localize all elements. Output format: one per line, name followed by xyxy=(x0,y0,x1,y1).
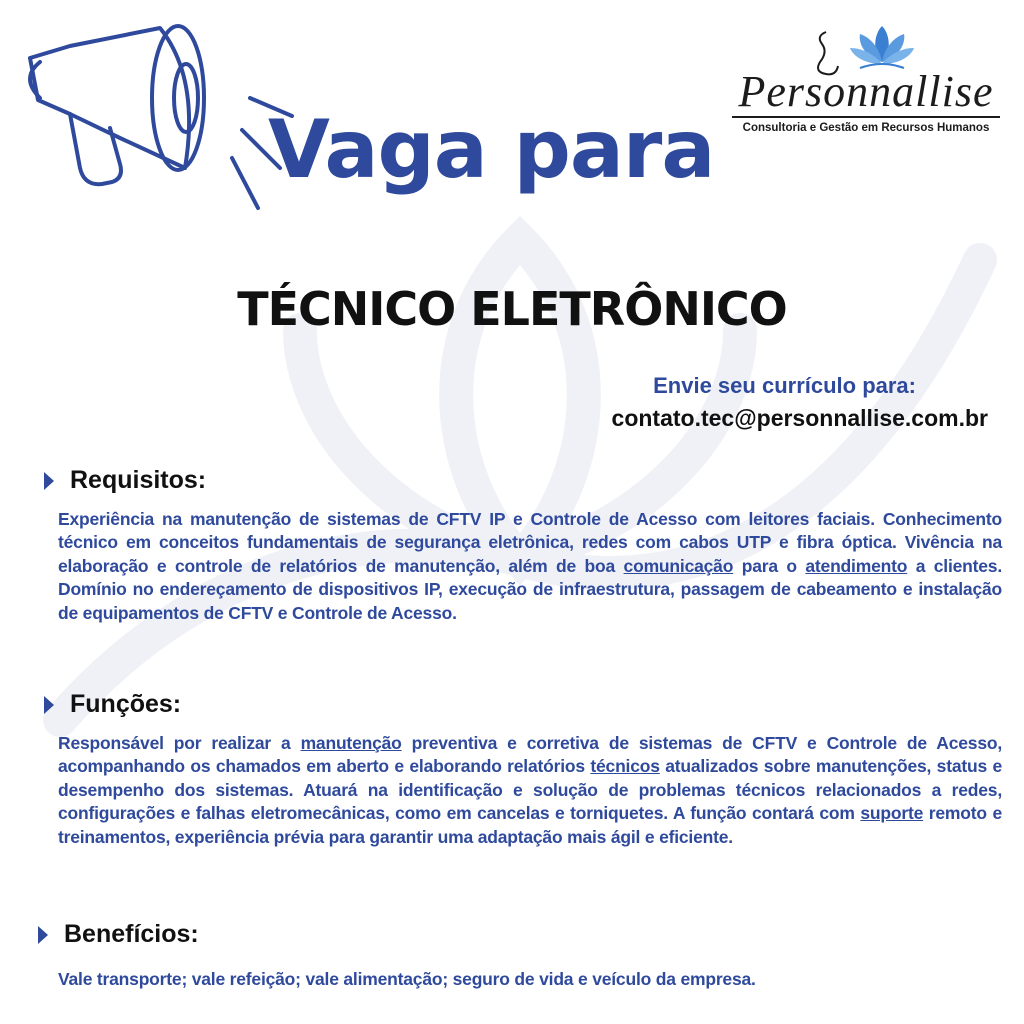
logo-name: Personnallise xyxy=(738,67,994,116)
chevron-right-icon xyxy=(36,924,50,946)
requisitos-text: Experiência na manutenção de sistemas de CFTV IP e Controle de Acesso com leitores faciais. Conhecimento técnico em conceitos fundamentais de segurança eletrônica, redes com cabos UTP e fibra óptica. Vivência na elaboração e controle de relatórios de manutenção, além de boa comunicação para o atendimento a clientes. Domínio no endereçamento de dispositivos IP, execução de infraestrutura, passagem de cabeamento e instalação de equipamentos de CFTV e Controle de Acesso. xyxy=(58,509,1002,623)
job-title: TÉCNICO ELETRÔNICO xyxy=(237,282,787,336)
chevron-right-icon xyxy=(42,470,56,492)
funcoes-text: Responsável por realizar a manutenção preventiva e corretiva de sistemas de CFTV e Controle de Acesso, acompanhando os chamados em aberto e elaborando relatórios técnicos atualizados sobre manutenções, status e desempenho dos sistemas. Atuará na identificação e solução de problemas técnicos relacionados a redes, configurações e falhas eletromecânicas, como em cancelas e torniquetes. A função contará com suporte remoto e treinamentos, experiência prévia para garantir uma adaptação mais ágil e eficiente. xyxy=(58,733,1003,847)
company-logo xyxy=(728,22,1004,140)
megaphone-icon xyxy=(10,18,300,218)
contact-email[interactable]: contato.tec@personnallise.com.br xyxy=(611,405,988,431)
chevron-right-icon xyxy=(42,694,56,716)
section-title-funcoes: Funções: xyxy=(70,690,182,718)
contact-block xyxy=(612,373,988,432)
headline: Vaga para xyxy=(268,103,715,196)
section-requisitos-header xyxy=(42,466,206,495)
logo-divider xyxy=(732,116,1000,118)
section-funcoes-header xyxy=(42,690,181,719)
beneficios-text: Vale transporte; vale refeição; vale alimentação; seguro de vida e veículo da empresa. xyxy=(58,969,756,989)
contact-label: Envie seu currículo para: xyxy=(653,373,916,398)
section-title-beneficios: Benefícios: xyxy=(64,920,199,948)
section-title-requisitos: Requisitos: xyxy=(70,466,207,494)
section-beneficios-header xyxy=(36,920,199,949)
logo-tagline: Consultoria e Gestão em Recursos Humanos xyxy=(742,122,990,134)
